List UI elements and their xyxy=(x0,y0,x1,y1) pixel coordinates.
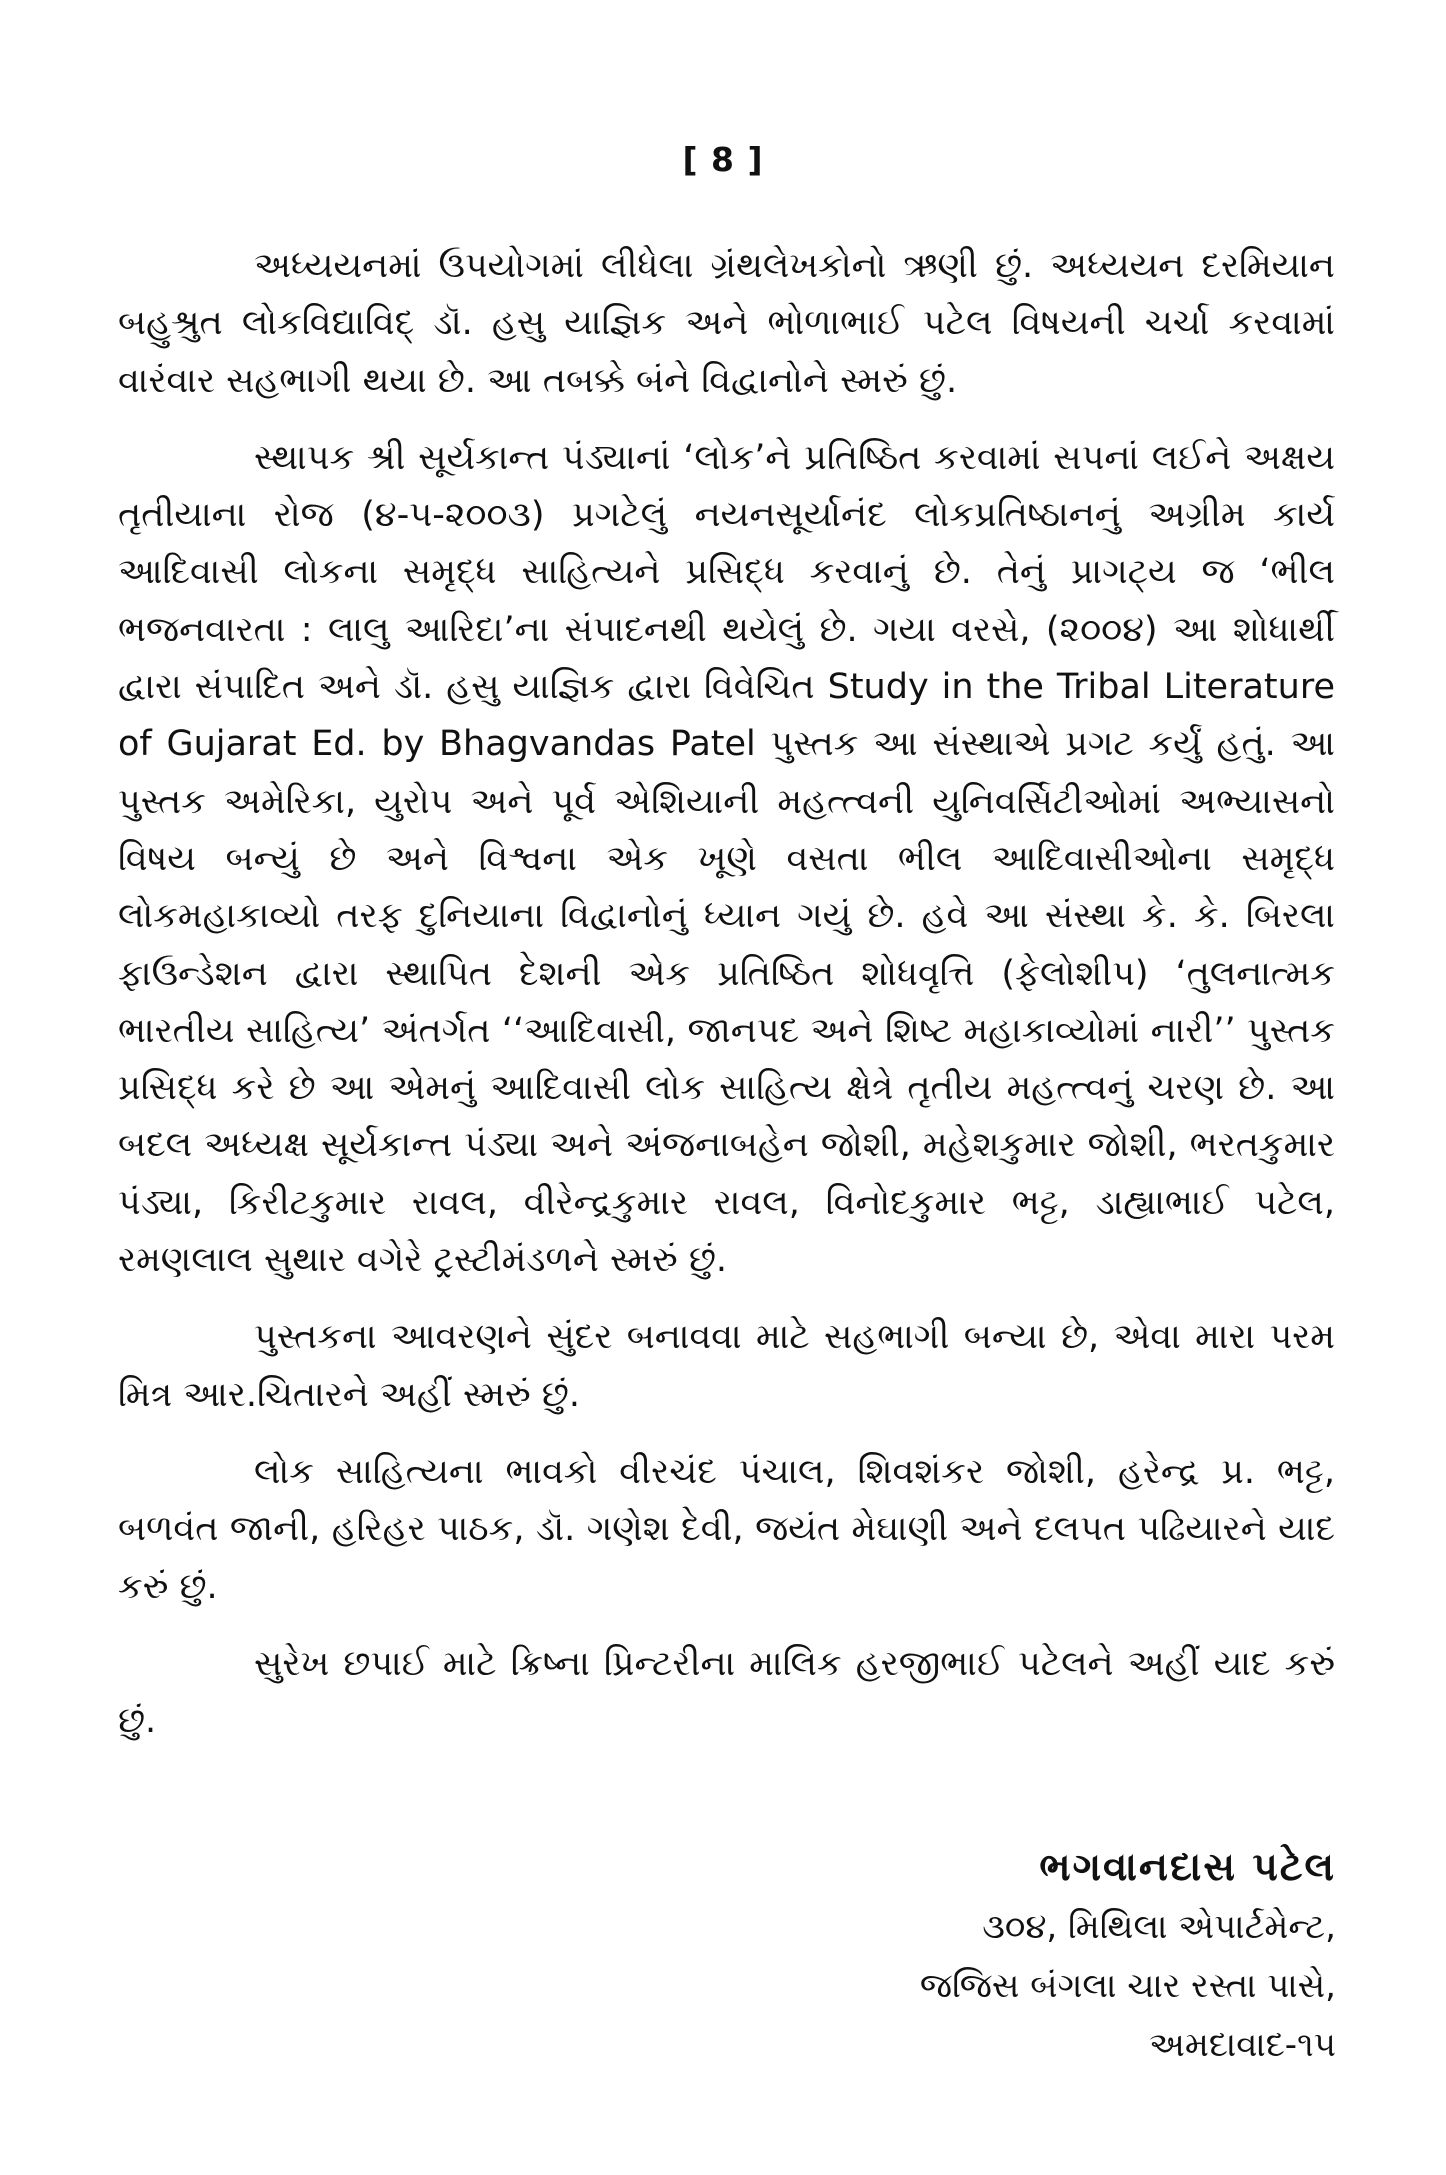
page-number: [ 8 ] xyxy=(682,140,764,179)
address-line: જજિસ બંગલા ચાર રસ્તા પાસે, xyxy=(919,1966,1336,2006)
address-line: ૩૦૪, મિથિલા એપાર્ટમેન્ટ, xyxy=(982,1907,1336,1947)
paragraph-printing: સુરેખ છપાઈ માટે ક્રિષ્ના પ્રિન્ટરીના માલિક હરજીભાઈ પટેલને અહીં યાદ કરું છું. xyxy=(118,1643,1335,1742)
body-text xyxy=(118,238,1335,1770)
paragraph-acknowledgement-authors: અધ્યયનમાં ઉપયોગમાં લીધેલા ગ્રંથલેખકોનો ઋણી છું. અધ્યયન દરમિયાન બહુશ્રુત લોકવિદ્યાવિદ્ ડૉ. હસુ યાજ્ઞિક અને ભોળાભાઈ પટેલ વિષયની ચર્ચા કરવામાં વારંવાર સહભાગી થયા છે. આ તબક્કે બંને વિદ્વાનોને સ્મરું છું. xyxy=(118,246,1335,401)
signature-block xyxy=(920,1838,1336,2075)
author-name: ભગવાનદાસ પટેલ xyxy=(1039,1845,1336,1890)
paragraph-cover-design: પુસ્તકના આવરણને સુંદર બનાવવા માટે સહભાગી બન્યા છે, એવા મારા પરમ મિત્ર આર.ચિતારને અહીં સ્મરું છું. xyxy=(118,1317,1335,1415)
paragraph-foundation: સ્થાપક શ્રી સૂર્યકાન્ત પંડ્યાનાં ‘લોક’ને પ્રતિષ્ઠિત કરવામાં સપનાં લઈને અક્ષય તૃતીયાના રોજ (૪-૫-૨૦૦૩) પ્રગટેલું નયનસૂર્યાનંદ લોકપ્રતિષ્ઠાનનું અગ્રીમ કાર્ય આદિવાસી લોકના સમૃદ્ધ સાહિત્યને પ્રસિદ્ધ કરવાનું છે. તેનું પ્રાગટ્ય જ ‘ભીલ ભજનવારતા : લાલુ આરિદા’ના સંપાદનથી થયેલું છે. ગયા વરસે, (૨૦૦૪) આ શોધાર્થી દ્વારા સંપાદિત અને ડૉ. હસુ યાજ્ઞિક દ્વારા વિવેચિત Study in the Tribal Literature of Gujarat Ed. by Bhagvandas Patel પુસ્તક આ સંસ્થાએ પ્રગટ કર્યું હતું. આ પુસ્તક અમેરિકા, યુરોપ અને પૂર્વ એશિયાની મહત્ત્વની યુનિવર્સિટીઓમાં અભ્યાસનો વિષય બન્યું છે અને વિશ્વના એક ખૂણે વસતા ભીલ આદિવાસીઓના સમૃદ્ધ લોકમહાકાવ્યો તરફ દુનિયાના વિદ્વાનોનું ધ્યાન ગયું છે. હવે આ સંસ્થા કે. કે. બિરલા ફાઉન્ડેશન દ્વારા સ્થાપિત દેશની એક પ્રતિષ્ઠિત શોધવૃત્તિ (ફેલોશીપ) ‘તુલનાત્મક ભારતીય સાહિત્ય’ અંતર્ગત ‘‘આદિવાસી, જાનપદ અને શિષ્ટ મહાકાવ્યોમાં નારી’’ પુસ્તક પ્રસિદ્ધ કરે છે આ એમનું આદિવાસી લોક સાહિત્ય ક્ષેત્રે તૃતીય મહત્ત્વનું ચરણ છે. આ બદલ અધ્યક્ષ સૂર્યકાન્ત પંડ્યા અને અંજનાબહેન જોશી, મહેશકુમાર જોશી, ભરતકુમાર પંડ્યા, કિરીટકુમાર રાવલ, વીરેન્દ્રકુમાર રાવલ, વિનોદકુમાર ભટ્ટ, ડાહ્યાભાઈ પટેલ, રમણલાલ સુથાર વગેરે ટ્રસ્ટીમંડળને સ્મરું છું. xyxy=(118,437,1335,1281)
address-line: અમદાવાદ-૧૫ xyxy=(1149,2025,1336,2065)
paragraph-folklore-readers: લોક સાહિત્યના ભાવકો વીરચંદ પંચાલ, શિવશંકર જોશી, હરેન્દ્ર પ્ર. ભટ્ટ, બળવંત જાની, હરિહર પાઠક, ડૉ. ગણેશ દેવી, જયંત મેઘાણી અને દલપત પઢિયારને યાદ કરું છું. xyxy=(118,1451,1335,1607)
